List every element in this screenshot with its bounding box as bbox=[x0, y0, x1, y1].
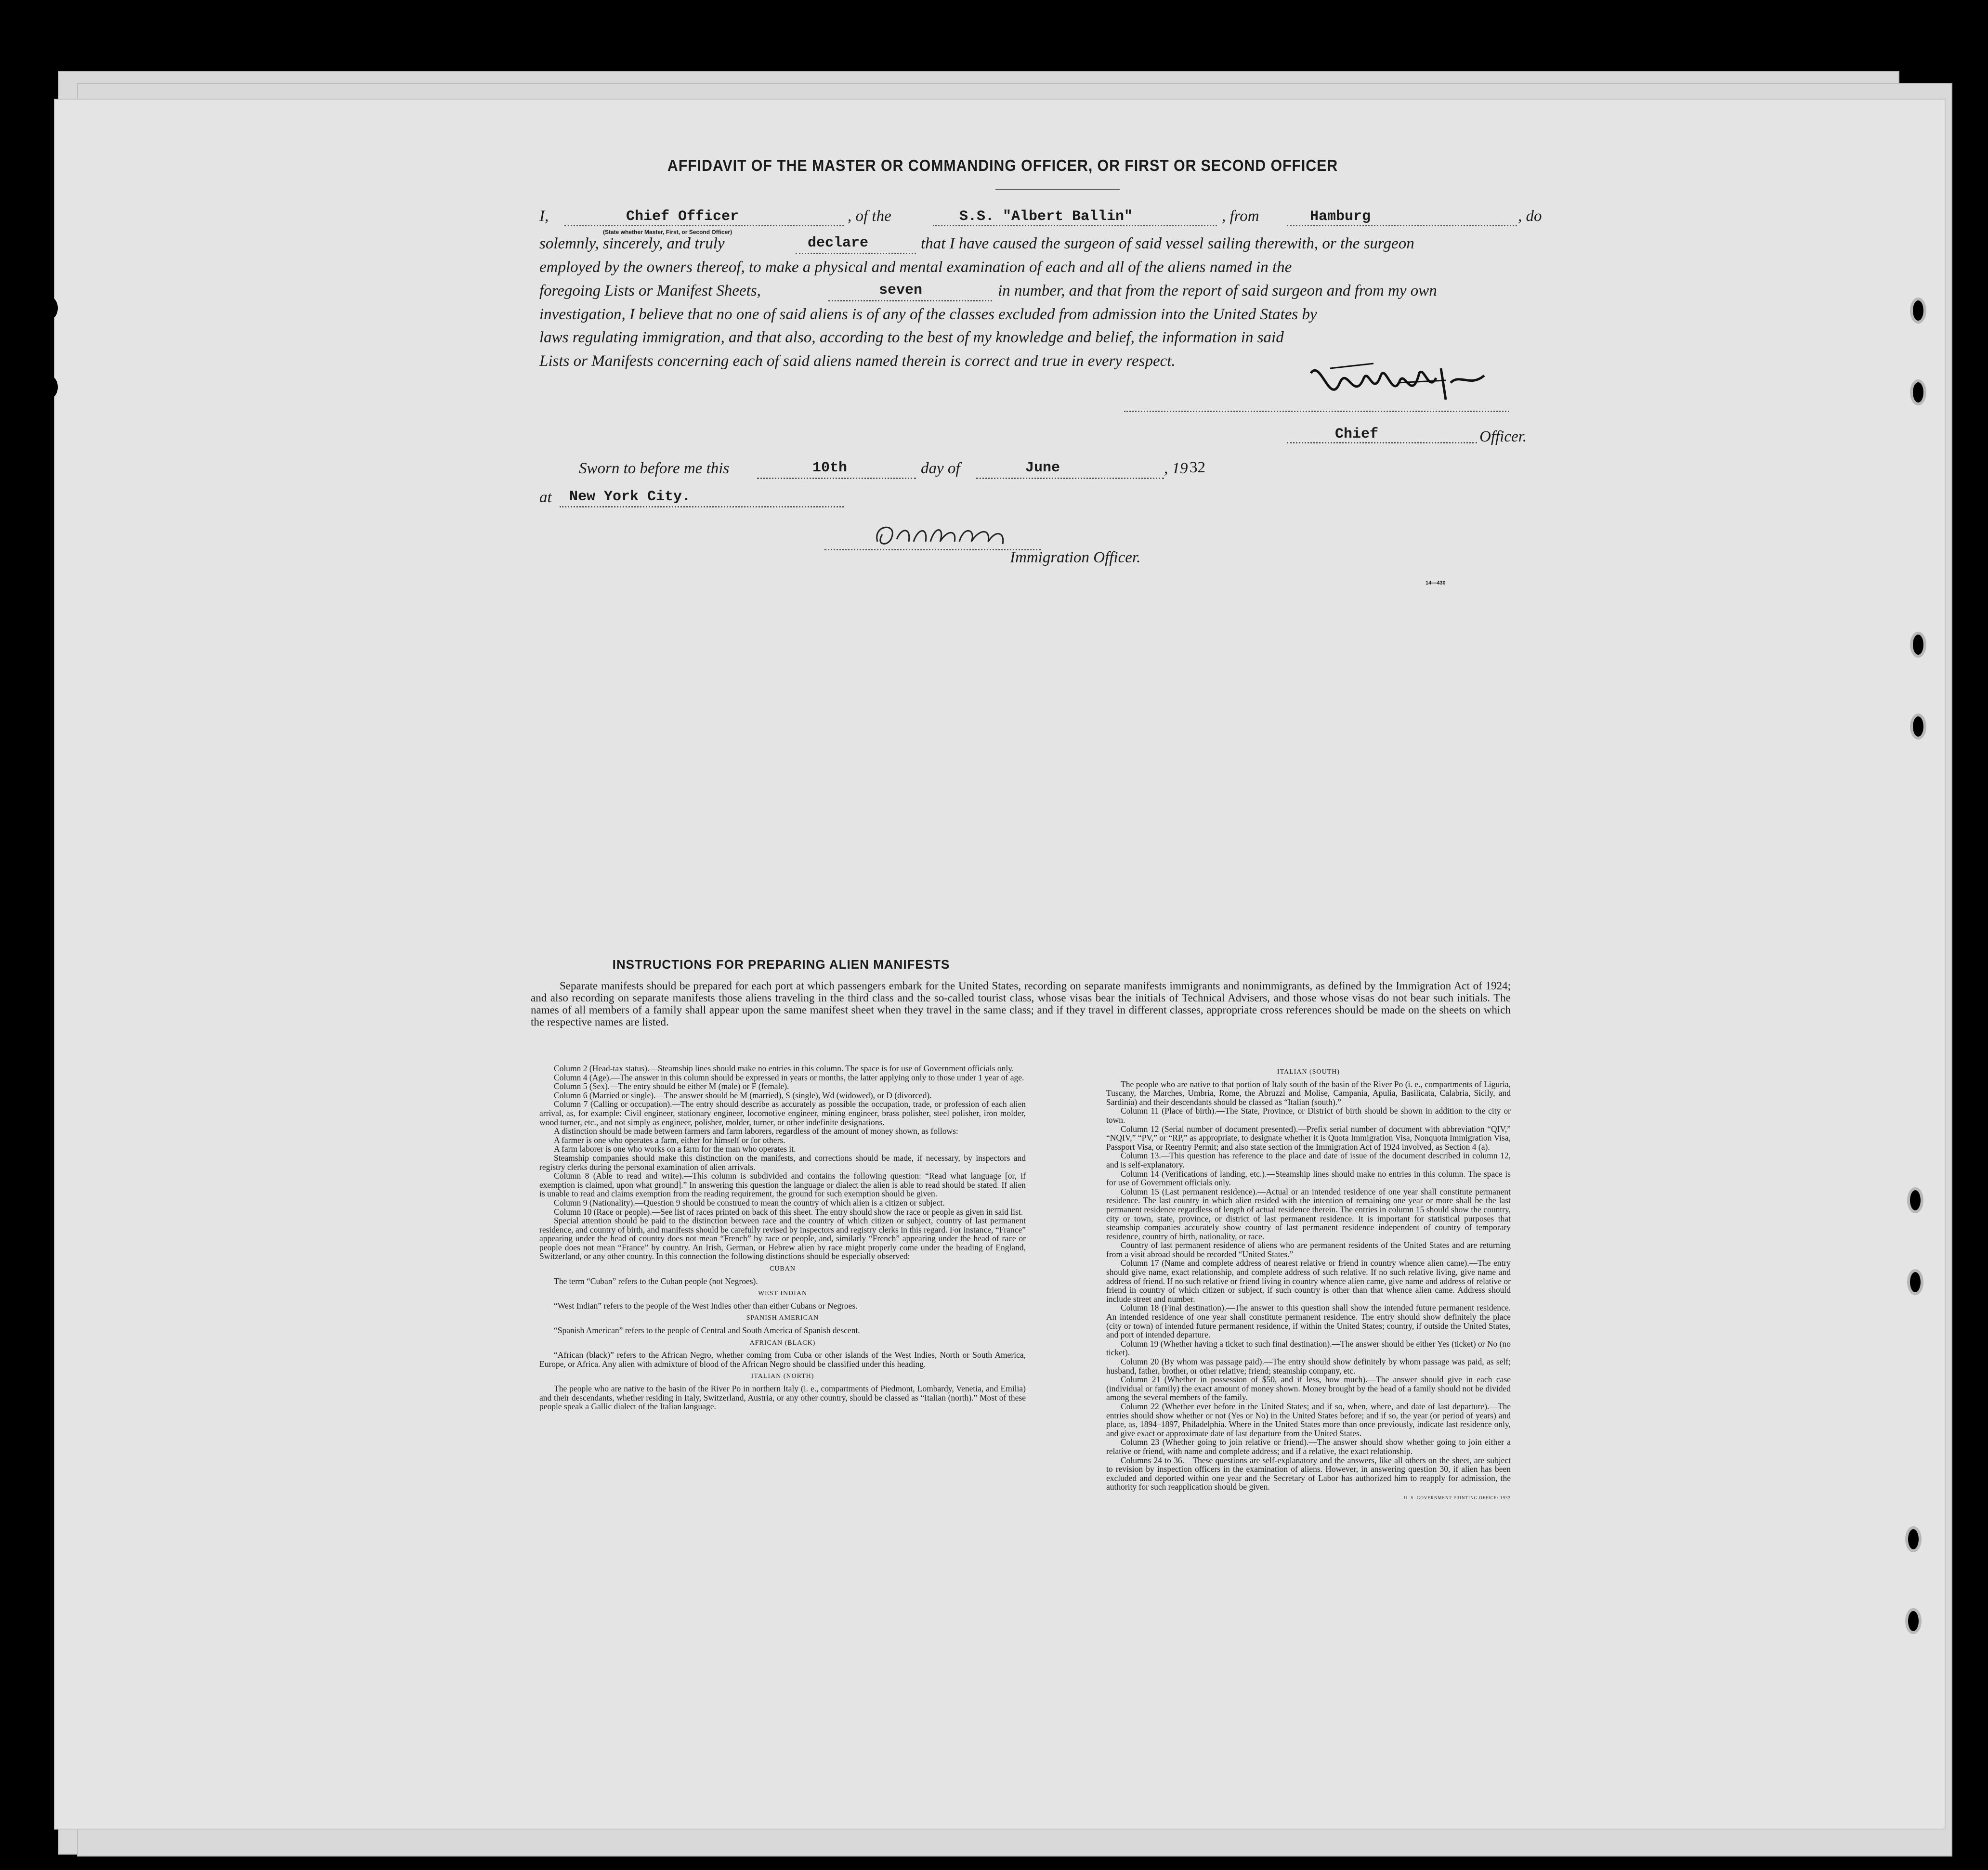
instructions-intro: Separate manifests should be prepared for each port at which passengers embark for the United States, recording on separate manifests immigrants and nonimmigrants, as defined by the Immigration Act of 1924; and also recording on separate manifests those aliens traveling in the third class and the so-called tourist class, whose visas bear the initials of Technical Advisers, and those whose visas do not bear such initials. The names of all members of a family shall appear upon the same manifest sheet when they travel in the same class; and if they travel in different classes, appropriate cross references should be made on the sheets on which the respective names are listed. bbox=[531, 980, 1511, 1028]
signer-rank-value: Chief bbox=[1335, 426, 1379, 442]
officer-label: Officer. bbox=[1479, 428, 1527, 445]
sworn-text: Sworn to before me this bbox=[579, 460, 730, 477]
left-para-3: Column 6 (Married or single).—The answer should be M (married), S (single), Wd (widowed), or D (divorced). bbox=[554, 1090, 932, 1100]
west-indian-text: “West Indian” refers to the people of the West Indies other than either Cubans or Negroes. bbox=[554, 1300, 858, 1311]
port-field-line bbox=[1287, 225, 1517, 226]
left-para-8: Steamship companies should make this distinction on the manifests, and corrections should be made, if necessary, by inspectors and registry clerks during the personal examination of alien arrivals. bbox=[539, 1153, 1026, 1172]
declare-value: declare bbox=[808, 235, 869, 251]
form-number: 14—430 bbox=[1426, 580, 1446, 586]
day-field-line bbox=[757, 478, 916, 479]
day-value: 10th bbox=[812, 460, 848, 476]
manifest-page bbox=[54, 99, 1946, 1830]
right-para-3: Column 13.—This question has reference to the place and date of issue of the document described in column 12, and is self-explanatory. bbox=[1106, 1151, 1511, 1169]
line2-rest: that I have caused the surgeon of said vessel sailing therewith, or the surgeon bbox=[921, 235, 1414, 252]
binder-hole-left-1 bbox=[44, 298, 58, 319]
line7: Lists or Manifests concerning each of said aliens named therein is correct and true in every respect. bbox=[539, 352, 1176, 370]
right-para-1: Column 11 (Place of birth).—The State, Province, or District of birth should be shown in addition to the city or town. bbox=[1106, 1106, 1511, 1125]
spanish-american-text: “Spanish American” refers to the people of Central and South America of Spanish descent. bbox=[554, 1325, 860, 1336]
left-para-11: Column 10 (Race or people).—See list of races printed on back of this sheet. The entry should show the race or people as given in said list. bbox=[554, 1207, 1023, 1217]
right-para-13: Column 23 (Whether going to join relative or friend).—The answer should show whether going to join either a relative or friend, with name and complete address; and if a relative, the exact relationship. bbox=[1106, 1437, 1511, 1456]
binder-hole-right-8 bbox=[1905, 1608, 1922, 1634]
left-para-12: Special attention should be paid to the distinction between race and the country of which citizen or subject, country of last permanent residence, and country of birth, and manifests should be carefully revised by inspectors and registry clerks in this regard. For instance, “France” appearing under the head of country does not mean “French” by race or people, and, similarly “French” appearing under the head of race or people does not mean “France” by country. An Irish, German, or Hebrew alien by race might properly come under the heading of England, Switzerland, or any other country. In this connection the following distinctions should be especially observed: bbox=[539, 1216, 1026, 1261]
italian-north-heading: ITALIAN (NORTH) bbox=[751, 1373, 814, 1380]
left-para-2: Column 5 (Sex).—The entry should be either M (male) or F (female). bbox=[554, 1081, 789, 1091]
officer-rank-value: Chief Officer bbox=[626, 208, 739, 225]
binder-hole-right-4 bbox=[1910, 714, 1926, 740]
cuban-heading: CUBAN bbox=[769, 1265, 796, 1273]
right-para-4: Column 14 (Verifications of landing, etc.).—Steamship lines should make no entries in this column. The space is for use of Government officials only. bbox=[1106, 1169, 1511, 1188]
instructions-title: INSTRUCTIONS FOR PREPARING ALIEN MANIFESTS bbox=[612, 957, 950, 972]
right-para-12: Column 22 (Whether ever before in the United States; and if so, when, where, and date of last departure).—The entries should show whether or not (Yes or No) in the United States before; and if so, the year (or period of years) and place, as, 1894–1897, Philadelphia. Where in the United States more than once previously, indicate last residence only, and give exact or approximate date of last departure from the United States. bbox=[1106, 1401, 1511, 1438]
port-value: Hamburg bbox=[1310, 208, 1371, 225]
binder-hole-right-5 bbox=[1907, 1187, 1923, 1213]
left-para-4: Column 7 (Calling or occupation).—The entry should describe as accurately as possible the occupation, trade, or profession of each alien arrival, as, for example: Civil engineer, stationary engineer, locomotive engineer, mining engineer, brass polisher, steel polisher, iron molder, wood turner, etc., and not simply as engineer, polisher, molder, turner, or other indefinite designations. bbox=[539, 1099, 1026, 1127]
left-para-7: A farm laborer is one who works on a farm for the man who operates it. bbox=[554, 1144, 796, 1154]
left-para-10: Column 9 (Nationality).—Question 9 should be construed to mean the country of which alien is a citizen or subject. bbox=[554, 1197, 945, 1208]
line1-i: I, bbox=[539, 208, 549, 225]
affidavit-title: AFFIDAVIT OF THE MASTER OR COMMANDING OFFICER, OR FIRST OR SECOND OFFICER bbox=[667, 156, 1338, 174]
year-value: 32 bbox=[1190, 459, 1205, 476]
immigration-officer-line bbox=[824, 549, 1041, 550]
left-para-6: A farmer is one who operates a farm, either for himself or for others. bbox=[554, 1135, 785, 1145]
vessel-field-line bbox=[933, 225, 1217, 226]
rank-note: (State whether Master, First, or Second Officer) bbox=[603, 229, 732, 235]
vessel-name-value: S.S. "Albert Ballin" bbox=[959, 208, 1133, 225]
right-para-2: Column 12 (Serial number of document presented).—Prefix serial number of document with abbreviation “QIV,” “NQIV,” “PV,” or “RP,” as appropriate, to designate whether it is Quota Immigration Visa, Nonquota Immigration Visa, Passport Visa, or Reentry Permit; and also state section of the Immigration Act of 1924 involved, as Section 4 (a). bbox=[1106, 1124, 1511, 1152]
signer-rank-line bbox=[1287, 442, 1477, 443]
instructions-left-column bbox=[539, 1064, 1026, 1411]
right-para-7: Column 17 (Name and complete address of nearest relative or friend in country whence alien came).—The entry should give name, exact relationship, and complete address of such relative. If no such relative living, give name and address of friend. If no such relative or friend living in country whence alien came, give name and address of relative or friend in country of which citizen or subject, if such country is other than that whence alien came. Address should include street and number. bbox=[1106, 1258, 1511, 1304]
month-field-line bbox=[976, 478, 1164, 479]
signature-line bbox=[1124, 411, 1509, 412]
line1-of-the: , of the bbox=[848, 208, 891, 225]
binder-hole-right-2 bbox=[1910, 379, 1926, 405]
african-heading: AFRICAN (BLACK) bbox=[749, 1339, 816, 1347]
month-value: June bbox=[1025, 460, 1060, 476]
sheets-count-value: seven bbox=[879, 282, 923, 299]
right-para-9: Column 19 (Whether having a ticket to such final destination).—The answer should be either Yes (ticket) or No (no ticket). bbox=[1106, 1338, 1511, 1358]
spanish-american-heading: SPANISH AMERICAN bbox=[746, 1314, 819, 1322]
binder-hole-right-7 bbox=[1905, 1526, 1922, 1552]
binder-hole-left-2 bbox=[44, 377, 58, 398]
african-text: “African (black)” refers to the African Negro, whether coming from Cuba or other islands of the West Indies, North or South America, Europe, or Africa. Any alien with admixture of blood of the African Negro should be classified under this heading. bbox=[539, 1350, 1026, 1369]
right-para-11: Column 21 (Whether in possession of $50, and if less, how much).—The answer should give in each case (individual or family) the exact amount of money shown. Money brought by the head of a family should not be divided among the several members of the family. bbox=[1106, 1375, 1511, 1402]
instructions-right-column bbox=[1106, 1064, 1511, 1506]
left-para-1: Column 4 (Age).—The answer in this column should be expressed in years or months, the latter applying only to those under 1 year of age. bbox=[554, 1072, 1024, 1082]
place-field-line bbox=[560, 506, 844, 507]
binder-hole-right-3 bbox=[1910, 632, 1926, 658]
right-para-5: Column 15 (Last permanent residence).—Actual or an intended residence of one year shall constitute permanent residence. The last country in which alien resided with the intention of remaining one year or more shall be the last permanent residence regardless of length of actual residence therein. The entries in column 15 should show the country, city or town, state, province, or district of last permanent residence. It is important for statistical purposes that steamship companies accurately show country of last permanent residence independent of country of temporary residence, country of birth, nationality, or race. bbox=[1106, 1186, 1511, 1241]
printer-credit: U. S. GOVERNMENT PRINTING OFFICE: 1932 bbox=[1404, 1495, 1511, 1500]
right-para-14: Columns 24 to 36.—These questions are self-explanatory and the answers, like all others on the sheet, are subject to revision by inspection officers in the examination of aliens. However, in answering question 30, if alien has been excluded and deported within one year and the Secretary of Labor has authorized him to reapply for admission, the authority for such reapplication should be given. bbox=[1106, 1455, 1511, 1492]
line4-b: in number, and that from the report of said surgeon and from my own bbox=[998, 282, 1437, 299]
left-para-0: Column 2 (Head-tax status).—Steamship lines should make no entries in this column. The space is for use of Government officials only. bbox=[554, 1064, 1014, 1073]
line2-solemnly: solemnly, sincerely, and truly bbox=[539, 235, 725, 252]
right-para-0: The people who are native to that portion of Italy south of the basin of the River Po (i. e., compartments of Liguria, Tuscany, the Marches, Umbria, Rome, the Abruzzi and Molise, Campania, Apulia, Basilicata, Calabria, Sicily, and Sardinia) and their descendants should be classed as “Italian (south).” bbox=[1106, 1079, 1511, 1107]
cuban-text: The term “Cuban” refers to the Cuban people (not Negroes). bbox=[554, 1276, 758, 1286]
line3: employed by the owners thereof, to make a physical and mental examination of each and all of the aliens named in the bbox=[539, 259, 1292, 276]
left-para-9: Column 8 (Able to read and write).—This column is subdivided and contains the following question: “Read what language [or, if exemption is claimed, upon what ground].” In answering this question the language or dialect the alien is able to read should be stated. If alien is unable to read and claims exemption from the reading requirement, the ground for such exemption should be given. bbox=[539, 1171, 1026, 1199]
right-para-8: Column 18 (Final destination).—The answer to this question shall show the intended future permanent residence. An intended residence of one year shall constitute permanent residence. The entry should show definitely the place (city or town) of intended future permanent residence, if within the United States; country, if outside the United States, and port of intended departure. bbox=[1106, 1303, 1511, 1340]
line5: investigation, I believe that no one of said aliens is of any of the classes excluded from admission into the United States by bbox=[539, 306, 1317, 323]
binder-hole-right-6 bbox=[1907, 1269, 1923, 1295]
line1-from: , from bbox=[1222, 208, 1259, 225]
italian-north-text: The people who are native to the basin of the River Po in northern Italy (i. e., compartments of Piedmont, Lombardy, Venetia, and Emilia) and their descendants, whether residing in Italy, Switzerland, Austria, or any other country, should be classed as “Italian (north).” Most of these people speak a Gallic dialect of the Italian language. bbox=[539, 1384, 1026, 1412]
west-indian-heading: WEST INDIAN bbox=[758, 1290, 808, 1298]
left-para-5: A distinction should be made between farmers and farm laborers, regardless of the amount of money shown, as follows: bbox=[554, 1126, 958, 1136]
immigration-officer-label: Immigration Officer. bbox=[1010, 549, 1141, 566]
sheets-field-line bbox=[828, 300, 992, 301]
at-text: at bbox=[539, 489, 552, 506]
year-prefix: , 19 bbox=[1164, 460, 1188, 477]
line4-a: foregoing Lists or Manifest Sheets, bbox=[539, 282, 761, 299]
line1-do: , do bbox=[1518, 208, 1542, 225]
place-value: New York City. bbox=[569, 489, 691, 505]
day-of-text: day of bbox=[921, 460, 960, 477]
title-underline bbox=[995, 189, 1120, 190]
declare-field-line bbox=[796, 253, 916, 254]
rank-field-line bbox=[564, 225, 844, 226]
right-para-6: Country of last permanent residence of aliens who are permanent residents of the United States and are returning from a visit abroad should be recorded “United States.” bbox=[1106, 1240, 1511, 1259]
right-para-10: Column 20 (By whom was passage paid).—The entry should show definitely by whom passage was paid, as self; husband, father, brother, or other relative; friend; steamship company, etc. bbox=[1106, 1357, 1511, 1376]
binder-hole-right-1 bbox=[1910, 298, 1926, 324]
line6: laws regulating immigration, and that also, according to the best of my knowledge and belief, the information in said bbox=[539, 329, 1284, 346]
italian-south-heading: ITALIAN (SOUTH) bbox=[1277, 1068, 1340, 1076]
